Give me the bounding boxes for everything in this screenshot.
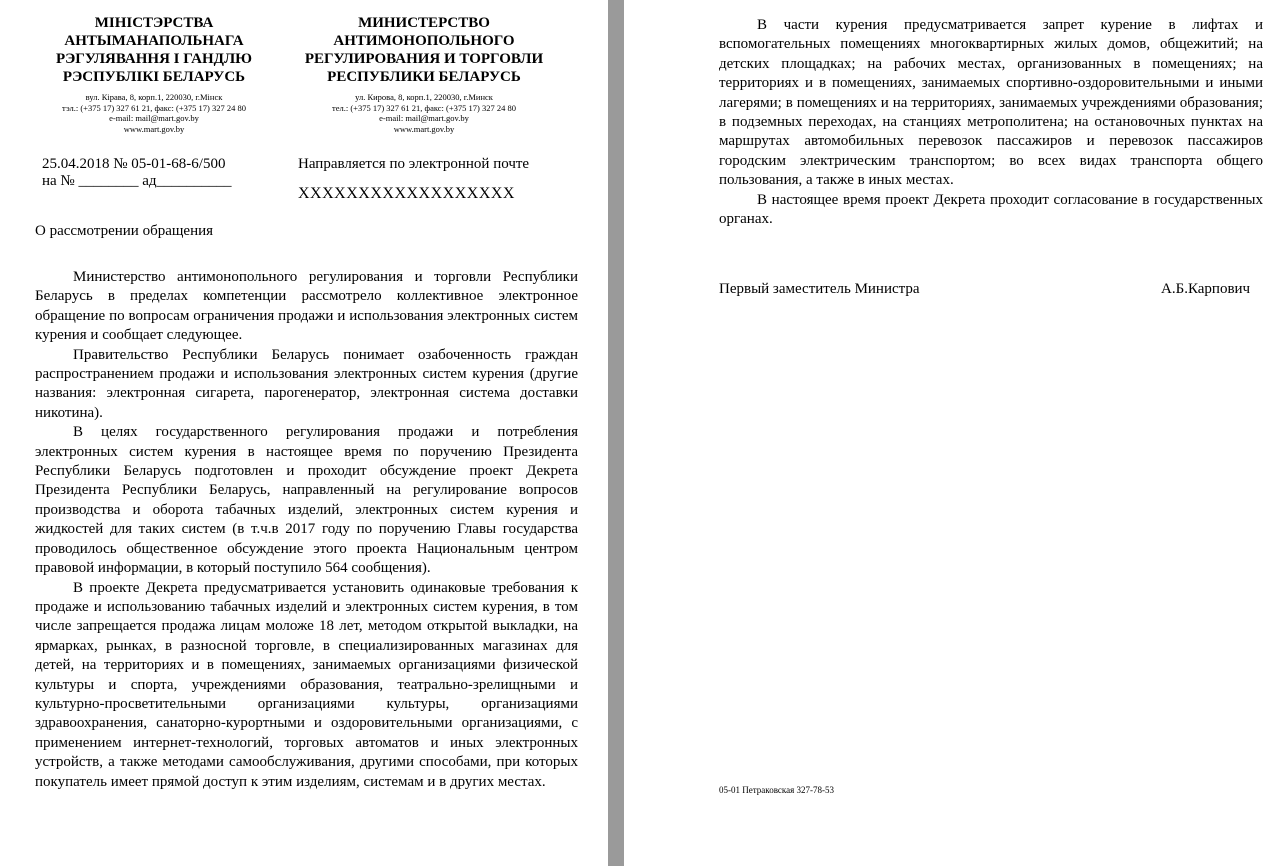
letter-body-page-2 <box>719 16 1263 229</box>
body-paragraph: Министерство антимонопольного регулирования и торговли Республики Беларусь в пределах компетенции рассмотрело коллективное электронное обращение по вопросам ограничения продажи и использования электронных систем курения и сообщает следующее. <box>35 269 578 344</box>
letterhead-title-line: МІНІСТЭРСТВА <box>94 15 214 31</box>
letterhead-title-line: РЕГУЛИРОВАНИЯ И ТОРГОВЛИ <box>304 51 544 67</box>
address-line: тэл.: (+375 17) 327 61 21, факс: (+375 17) 327 24 80 <box>62 102 246 113</box>
letterhead-russian <box>294 14 554 134</box>
body-paragraph: В проекте Декрета предусматривается установить одинаковые требования к продаже и использованию табачных изделий и электронных систем курения, в том числе запрещается продажа лицам моложе 18 лет, методом открытой выкладки, на ярмарках, рынках, в разносной торговле, в специализированных магазинах для детей, на территориях и в помещениях, занимаемых организациями физической культуры и спорта, учреждениями образования, театрально-зрелищными и культурно-просветительными организациями культуры, организациями здравоохранения, санаторно-курортными и оздоровительными организациями, с применением интернет-технологий, торговых автоматов и иных электронных устройств, а также методами самообслуживания, другими способами, при которых покупатель имеет прямой доступ к этим изделиям, системам и в других местах. <box>35 579 578 790</box>
reference-date-number: 25.04.2018 № 05-01-68-6/500 <box>42 156 226 172</box>
signature-name: А.Б.Карпович <box>1161 281 1251 297</box>
sent-via-note: Направляется по электронной почте <box>298 156 530 172</box>
letterhead-title-line: АНТИМОНОПОЛЬНОГО <box>333 33 515 49</box>
body-paragraph: В настоящее время проект Декрета проходит согласование в государственных органах. <box>719 191 1263 228</box>
address-line: e-mail: mail@mart.gov.by <box>109 113 199 123</box>
address-line: ул. Кирова, 8, корп.1, 220030, г.Минск <box>355 92 493 102</box>
letterhead-title-line: РЭСПУБЛІКІ БЕЛАРУСЬ <box>62 69 246 85</box>
body-paragraph: В части курения предусматривается запрет курение в лифтах и вспомогательных помещениях многоквартирных жилых домов, общежитий; на детских площадках; на рабочих местах, организованных в помещениях; на территориях и в помещениях, занимаемых спортивно-оздоровительными и иными лагерями; в помещениях и на территориях, занимаемых учреждениями образования; в подземных переходах, на станциях метрополитена; на остановочных пунктах на маршрутах автомобильных перевозок пассажиров и перевозок пассажиров городским электрическим транспортом; во всех видах транспорта общего пользования, а также в иных местах. <box>719 17 1263 189</box>
reference-reply-number: на № ________ ад__________ <box>42 173 232 189</box>
signature-position: Первый заместитель Министра <box>719 281 920 297</box>
letter-subject: О рассмотрении обращения <box>35 223 214 239</box>
footer-executor: 05-01 Петраковская 327-78-53 <box>719 785 835 795</box>
body-paragraph: Правительство Республики Беларусь понимает озабоченность граждан распространением продажи и использования электронных систем курения (другие названия: электронная сигарета, парогенератор, электронная система доставки никотина). <box>35 346 578 421</box>
address-line: www.mart.gov.by <box>123 123 185 134</box>
address-line: тел.: (+375 17) 327 61 21, факс: (+375 17) 327 24 80 <box>332 102 516 113</box>
address-line: www.mart.gov.by <box>393 123 455 134</box>
address-line: e-mail: mail@mart.gov.by <box>379 113 469 123</box>
letterhead-title-line: МИНИСТЕРСТВО <box>358 15 490 31</box>
letterhead-title-line: АНТЫМАНАПОЛЬНАГА <box>64 33 244 49</box>
address-line: вул. Кірава, 8, корп.1, 220030, г.Мінск <box>85 92 223 102</box>
letter-body-page-1 <box>35 268 578 792</box>
recipient-redacted: XXXXXXXXXXXXXXXXXX <box>298 185 515 202</box>
letterhead-title-line: РЭГУЛЯВАННЯ І ГАНДЛЮ <box>55 51 253 67</box>
letterhead-title-belarusian <box>24 14 284 86</box>
letterhead-belarusian <box>24 14 284 134</box>
letterhead-address-russian <box>294 92 554 134</box>
letterhead-title-russian <box>294 14 554 86</box>
body-paragraph: В целях государственного регулирования продажи и потребления электронных систем курения в настоящее время по поручению Президента Республики Беларусь подготовлен и проходит обсуждение проект Декрета Президента Республики Беларусь, направленный на регулирование вопросов производства и оборота табачных изделий, электронных систем курения и жидкостей для таких систем (в т.ч.в 2017 году по поручению Главы государства проводилось общественное обсуждение этого проекта Национальным центром правовой информации, в который поступило 564 сообщения). <box>35 424 578 577</box>
letterhead-address-belarusian <box>24 92 284 134</box>
letterhead-title-line: РЕСПУБЛИКИ БЕЛАРУСЬ <box>327 69 521 85</box>
